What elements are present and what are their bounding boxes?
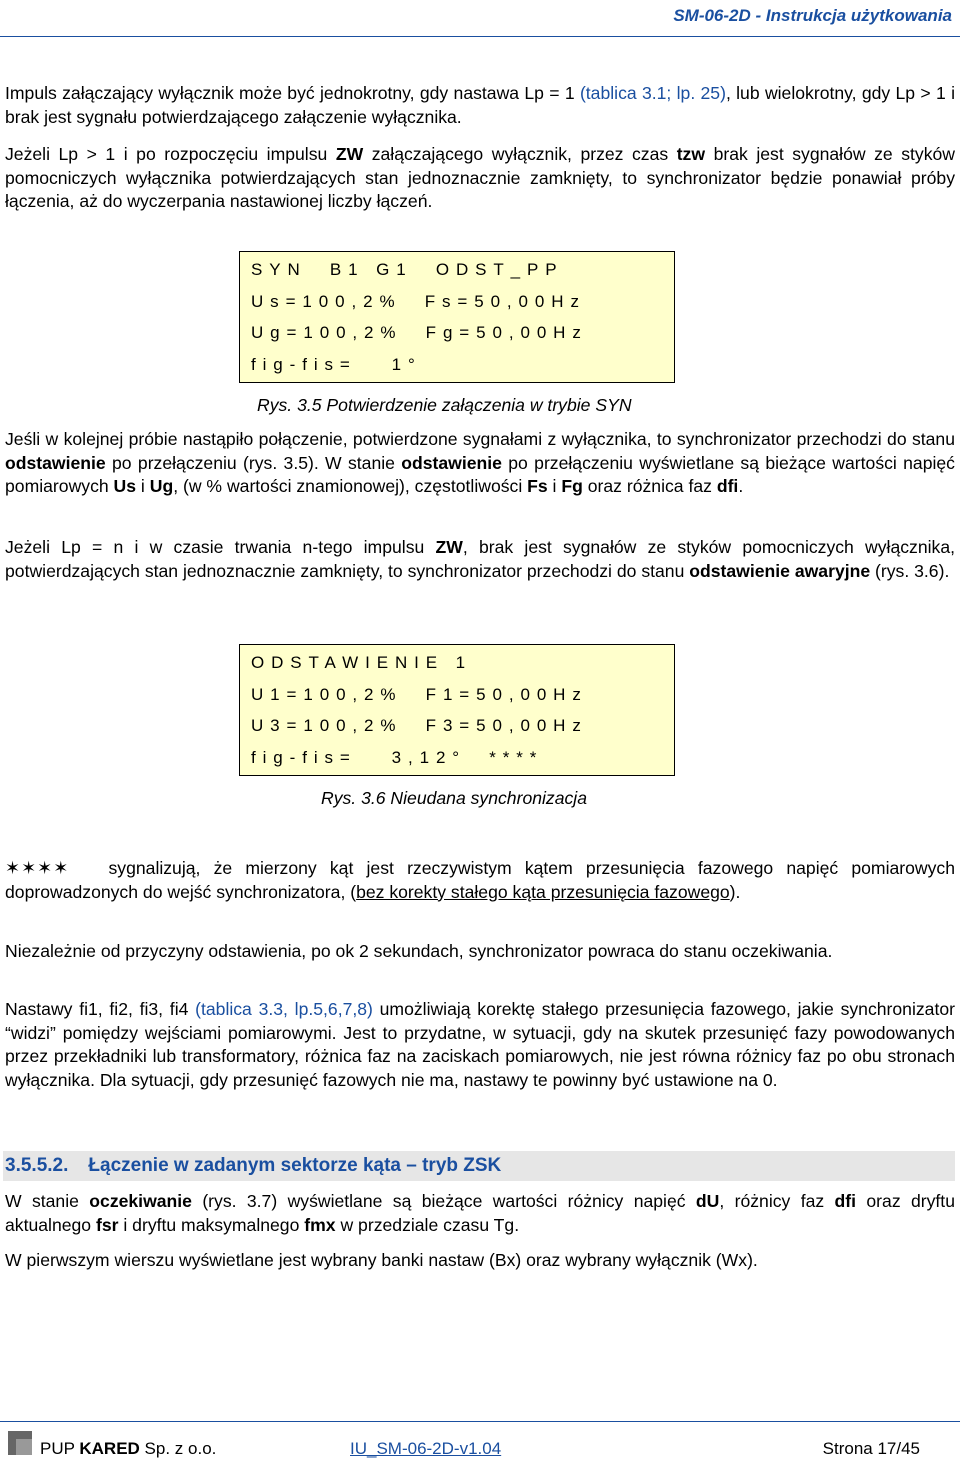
term-tzw: tzw xyxy=(676,144,706,164)
paragraph-first-row: W pierwszym wierszu wyświetlane jest wybrany banki nastaw (Bx) oraz wybrany wyłącznik (Wx). xyxy=(5,1250,758,1270)
page-header-title: SM-06-2D - Instrukcja użytkowania xyxy=(673,6,952,25)
term-zw: ZW xyxy=(335,144,364,164)
paragraph-phase-correction xyxy=(5,998,955,1092)
text: po przełączeniu wyświetlane są bieżące wartości napięć pomiarowych xyxy=(5,452,955,496)
text: i dryftu maksymalnego xyxy=(118,1214,305,1235)
lcd-row: fig-fis= 1° xyxy=(251,354,422,374)
section-number: 3.5.5.2. xyxy=(5,1155,69,1176)
figure-caption-3-6: Rys. 3.6 Nieudana synchronizacja xyxy=(321,788,588,808)
footer-divider xyxy=(0,1421,960,1422)
text: Jeżeli Lp = n i w czasie trwania n-tego impulsu xyxy=(5,537,436,557)
text: , brak jest sygnałów ze styków pomocniczych wyłącznika, potwierdzających stan jednoznacznie zamknięty, to synchronizator przechodzi do stanu xyxy=(5,537,955,581)
text: Impuls załączający wyłącznik może być jednokrotny, gdy nastawa Lp = 1 xyxy=(5,83,580,103)
text: (rys. 3.6). xyxy=(870,560,950,581)
text: załączającego wyłącznik, przez czas xyxy=(363,144,677,164)
stars-icon: ✶✶✶✶ xyxy=(5,858,70,878)
footer-document-id[interactable]: IU_SM-06-2D-v1.04 xyxy=(350,1439,502,1458)
company-logo-icon xyxy=(8,1431,32,1455)
term: dU xyxy=(695,1191,720,1211)
text: Nastawy fi1, fi2, fi3, fi4 xyxy=(5,999,196,1019)
text: Sp. z o.o. xyxy=(139,1439,217,1458)
text: po przełączeniu (rys. 3.5). W stanie xyxy=(105,452,402,473)
paragraph-odstawienie xyxy=(5,428,955,499)
term: odstawienie xyxy=(401,452,502,473)
text: . xyxy=(738,476,744,496)
reference-link[interactable]: (tablica 3.3, lp.5,6,7,8) xyxy=(195,999,373,1019)
section-heading xyxy=(3,1151,955,1181)
lcd-row: SYN B1 G1 ODST_PP xyxy=(251,260,564,279)
lcd-display-syn xyxy=(239,251,675,383)
text: umożliwiają korektę stałego przesunięcia fazowego, jakie synchronizator “widzi” pomiędzy wejściami pomiarowymi. Jest to przydatne, w sytuacji, gdy na skutek przesunięć fazy powodowanych przez przekładniki lub transformatory, różnica faz na zaciskach pomiarowych, nie jest równa różnicy faz po obu stronach wyłącznika. Dla sytuacji, gdy przesunięć fazowych nie ma, nastawy te powinny być ustawione na 0. xyxy=(5,999,955,1090)
underlined-text: bez korekty stałego kąta przesunięcia fazowego xyxy=(356,881,730,902)
term: odstawienie xyxy=(5,452,106,473)
paragraph-repeat-attempts xyxy=(5,143,955,214)
term: oczekiwanie xyxy=(89,1191,192,1211)
text: sygnalizują, że mierzony kąt jest rzeczywistym kątem przesunięcia fazowego napięć pomiarowych doprowadzonych do wejść synchronizatora, ( xyxy=(5,858,955,902)
lcd-row: U3=100,2% F3=50,00Hz xyxy=(251,716,588,735)
text: PUP xyxy=(40,1439,80,1458)
text: Jeżeli Lp > 1 i po rozpoczęciu impulsu xyxy=(5,144,336,164)
paragraph-return-waiting: Niezależnie od przyczyny odstawienia, po ok 2 sekundach, synchronizator powraca do stanu oczekiwania. xyxy=(5,941,833,961)
paragraph-emergency-stop xyxy=(5,536,955,583)
text: KARED xyxy=(79,1439,140,1458)
lcd-row: fig-fis= 3,12° **** xyxy=(251,747,544,767)
lcd-row: ODSTAWIENIE 1 xyxy=(251,653,472,672)
paragraph-impulse-mode xyxy=(5,82,955,129)
reference-link[interactable]: (tablica 3.1; lp. 25) xyxy=(579,83,726,103)
term: Us xyxy=(113,476,137,496)
text: oraz dryftu aktualnego xyxy=(5,1191,955,1235)
text: , różnicy faz xyxy=(719,1191,835,1211)
text: ). xyxy=(729,881,741,902)
lcd-row: U1=100,2% F1=50,00Hz xyxy=(251,684,588,704)
text: Jeśli w kolejnej próbie nastąpiło połączenie, potwierdzone sygnałami z wyłącznika, to synchronizator przechodzi do stanu xyxy=(5,429,955,449)
term: Ug xyxy=(149,476,174,496)
figure-caption-3-5: Rys. 3.5 Potwierdzenie załączenia w trybie SYN xyxy=(257,395,632,415)
text: , (w % wartości znamionowej), częstotliwości xyxy=(173,476,528,496)
term: Fs xyxy=(527,476,548,496)
paragraph-stars-meaning xyxy=(5,857,955,904)
text: oraz różnica faz xyxy=(582,476,717,496)
text: W stanie xyxy=(5,1191,90,1211)
term: fsr xyxy=(95,1214,119,1235)
term: dfi xyxy=(834,1191,857,1211)
text: , lub wielokrotny, gdy Lp > 1 i brak jest sygnału potwierdzającego załączenie wyłącznika. xyxy=(5,83,955,127)
text: w przedziale czasu Tg. xyxy=(335,1214,520,1235)
text: i xyxy=(136,476,150,496)
text: i xyxy=(547,476,562,496)
section-title: Łączenie w zadanym sektorze kąta – tryb ZSK xyxy=(88,1155,502,1176)
footer-page-number: Strona 17/45 xyxy=(822,1439,920,1458)
text: brak jest sygnałów ze styków pomocniczych wyłącznika potwierdzających stan jednoznacznie zamknięty, to synchronizator będzie ponawiał próby łączenia, aż do wyczerpania nastawionej liczby łączeń. xyxy=(5,144,955,211)
paragraph-waiting-state xyxy=(5,1190,955,1237)
text: (rys. 3.7) wyświetlane są bieżące wartości różnicy napięć xyxy=(191,1191,696,1211)
term: odstawienie awaryjne xyxy=(689,560,871,581)
lcd-row: Us=100,2% Fs=50,00Hz xyxy=(251,291,586,311)
term: dfi xyxy=(716,476,739,496)
lcd-row: Ug=100,2% Fg=50,00Hz xyxy=(251,323,588,342)
header-divider xyxy=(0,36,960,37)
term: fmx xyxy=(304,1214,336,1235)
footer-company xyxy=(40,1437,216,1461)
term: ZW xyxy=(435,537,463,557)
term: Fg xyxy=(561,476,583,496)
lcd-display-odstawienie xyxy=(239,644,675,776)
